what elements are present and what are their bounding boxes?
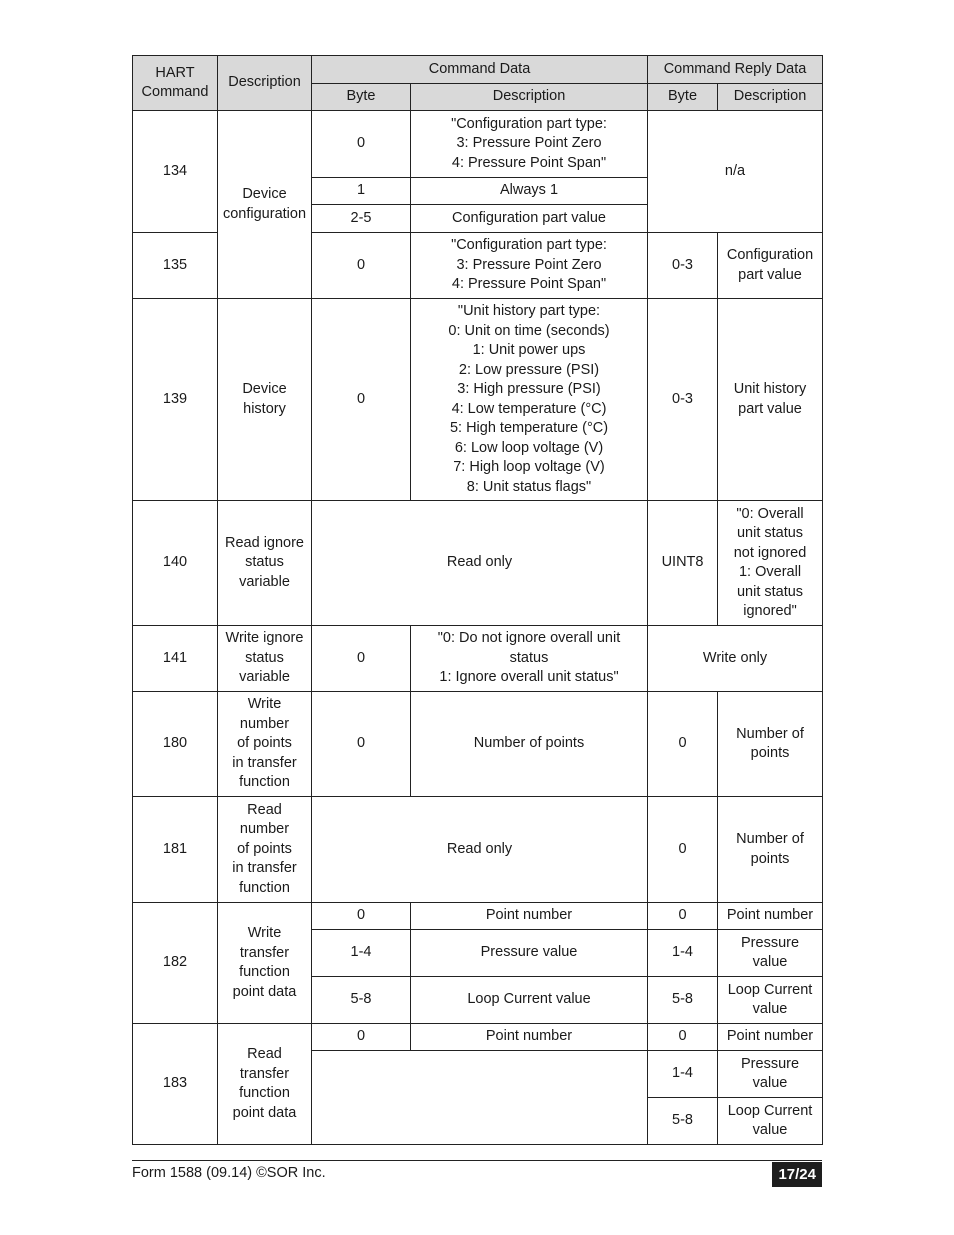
byte-cell: 0 [312, 903, 411, 930]
byte-cell: 0 [312, 1024, 411, 1051]
cmd-141: 141 [133, 626, 218, 692]
data-description-cell: Pressure value [411, 930, 648, 977]
byte-cell: 0 [312, 111, 411, 178]
reply-description-cell: Point number [718, 903, 823, 930]
data-description-cell: Configuration part value [411, 205, 648, 233]
desc-write-transfer-point: Write transfer function point data [218, 903, 312, 1024]
data-description-cell: Point number [411, 1024, 648, 1051]
byte-cell: 0 [312, 692, 411, 797]
reply-byte-cell: 1-4 [648, 1051, 718, 1098]
data-description-cell: Point number [411, 903, 648, 930]
hart-command-table-page [132, 55, 822, 1145]
cmd-140: 140 [133, 501, 218, 626]
data-description-cell: Number of points [411, 692, 648, 797]
reply-byte-cell: 0 [648, 1024, 718, 1051]
page-number-badge: 17/24 [772, 1162, 822, 1187]
reply-description-cell: "0: Overall unit status not ignored 1: Overall unit status ignored" [718, 501, 823, 626]
reply-byte-cell: 5-8 [648, 977, 718, 1024]
data-description-cell: Loop Current value [411, 977, 648, 1024]
desc-write-ignore-status: Write ignore status variable [218, 626, 312, 692]
desc-read-number-of-points: Read number of points in transfer function [218, 797, 312, 903]
reply-cell: n/a [648, 111, 823, 233]
byte-cell: 0 [312, 299, 411, 501]
reply-description-cell: Configuration part value [718, 233, 823, 299]
reply-description-cell: Unit history part value [718, 299, 823, 501]
reply-description-cell: Loop Current value [718, 977, 823, 1024]
cmd-183: 183 [133, 1024, 218, 1145]
reply-cell: Write only [648, 626, 823, 692]
reply-byte-cell: 0-3 [648, 233, 718, 299]
byte-cell: 5-8 [312, 977, 411, 1024]
cmd-139: 139 [133, 299, 218, 501]
cmd-135: 135 [133, 233, 218, 299]
reply-description-cell: Number of points [718, 692, 823, 797]
header-cr-byte: Byte [648, 84, 718, 111]
header-hart-command: HART Command [133, 56, 218, 111]
header-cd-description: Description [411, 84, 648, 111]
reply-byte-cell: 1-4 [648, 930, 718, 977]
desc-device-configuration: Device configuration [218, 111, 312, 299]
header-description: Description [218, 56, 312, 111]
reply-byte-cell: 0 [648, 692, 718, 797]
data-description-cell: Always 1 [411, 178, 648, 205]
byte-cell: 0 [312, 626, 411, 692]
desc-write-number-of-points: Write number of points in transfer function [218, 692, 312, 797]
cmd-182: 182 [133, 903, 218, 1024]
reply-byte-cell: UINT8 [648, 501, 718, 626]
cmd-134: 134 [133, 111, 218, 233]
data-read-only-cell: Read only [312, 501, 648, 626]
reply-byte-cell: 0 [648, 903, 718, 930]
data-description-cell: "0: Do not ignore overall unit status 1: Ignore overall unit status" [411, 626, 648, 692]
reply-description-cell: Loop Current value [718, 1098, 823, 1145]
form-number: Form 1588 (09.14) ©SOR Inc. [132, 1165, 326, 1181]
cmd-180: 180 [133, 692, 218, 797]
byte-cell: 1 [312, 178, 411, 205]
desc-device-history: Device history [218, 299, 312, 501]
header-cr-description: Description [718, 84, 823, 111]
reply-description-cell: Number of points [718, 797, 823, 903]
reply-byte-cell: 5-8 [648, 1098, 718, 1145]
hart-command-table [132, 55, 823, 1145]
byte-cell: 0 [312, 233, 411, 299]
data-description-cell: "Configuration part type: 3: Pressure Point Zero 4: Pressure Point Span" [411, 111, 648, 178]
page-footer [132, 1160, 822, 1187]
data-read-only-cell: Read only [312, 797, 648, 903]
reply-byte-cell: 0 [648, 797, 718, 903]
data-description-cell: "Configuration part type: 3: Pressure Point Zero 4: Pressure Point Span" [411, 233, 648, 299]
byte-cell: 1-4 [312, 930, 411, 977]
reply-description-cell: Point number [718, 1024, 823, 1051]
reply-description-cell: Pressure value [718, 1051, 823, 1098]
header-command-reply-data: Command Reply Data [648, 56, 823, 84]
cmd-181: 181 [133, 797, 218, 903]
desc-read-ignore-status: Read ignore status variable [218, 501, 312, 626]
reply-byte-cell: 0-3 [648, 299, 718, 501]
reply-description-cell: Pressure value [718, 930, 823, 977]
byte-cell: 2-5 [312, 205, 411, 233]
header-cd-byte: Byte [312, 84, 411, 111]
header-command-data: Command Data [312, 56, 648, 84]
desc-read-transfer-point: Read transfer function point data [218, 1024, 312, 1145]
data-description-cell: "Unit history part type: 0: Unit on time (seconds) 1: Unit power ups 2: Low pressure (PSI) 3: High pressure (PSI) 4: Low temperature (°C) 5: High temperature (°C) 6: Low loop voltage (V) 7: High loop voltage (V) 8: Unit status flags" [411, 299, 648, 501]
empty-data-cell [312, 1051, 648, 1145]
